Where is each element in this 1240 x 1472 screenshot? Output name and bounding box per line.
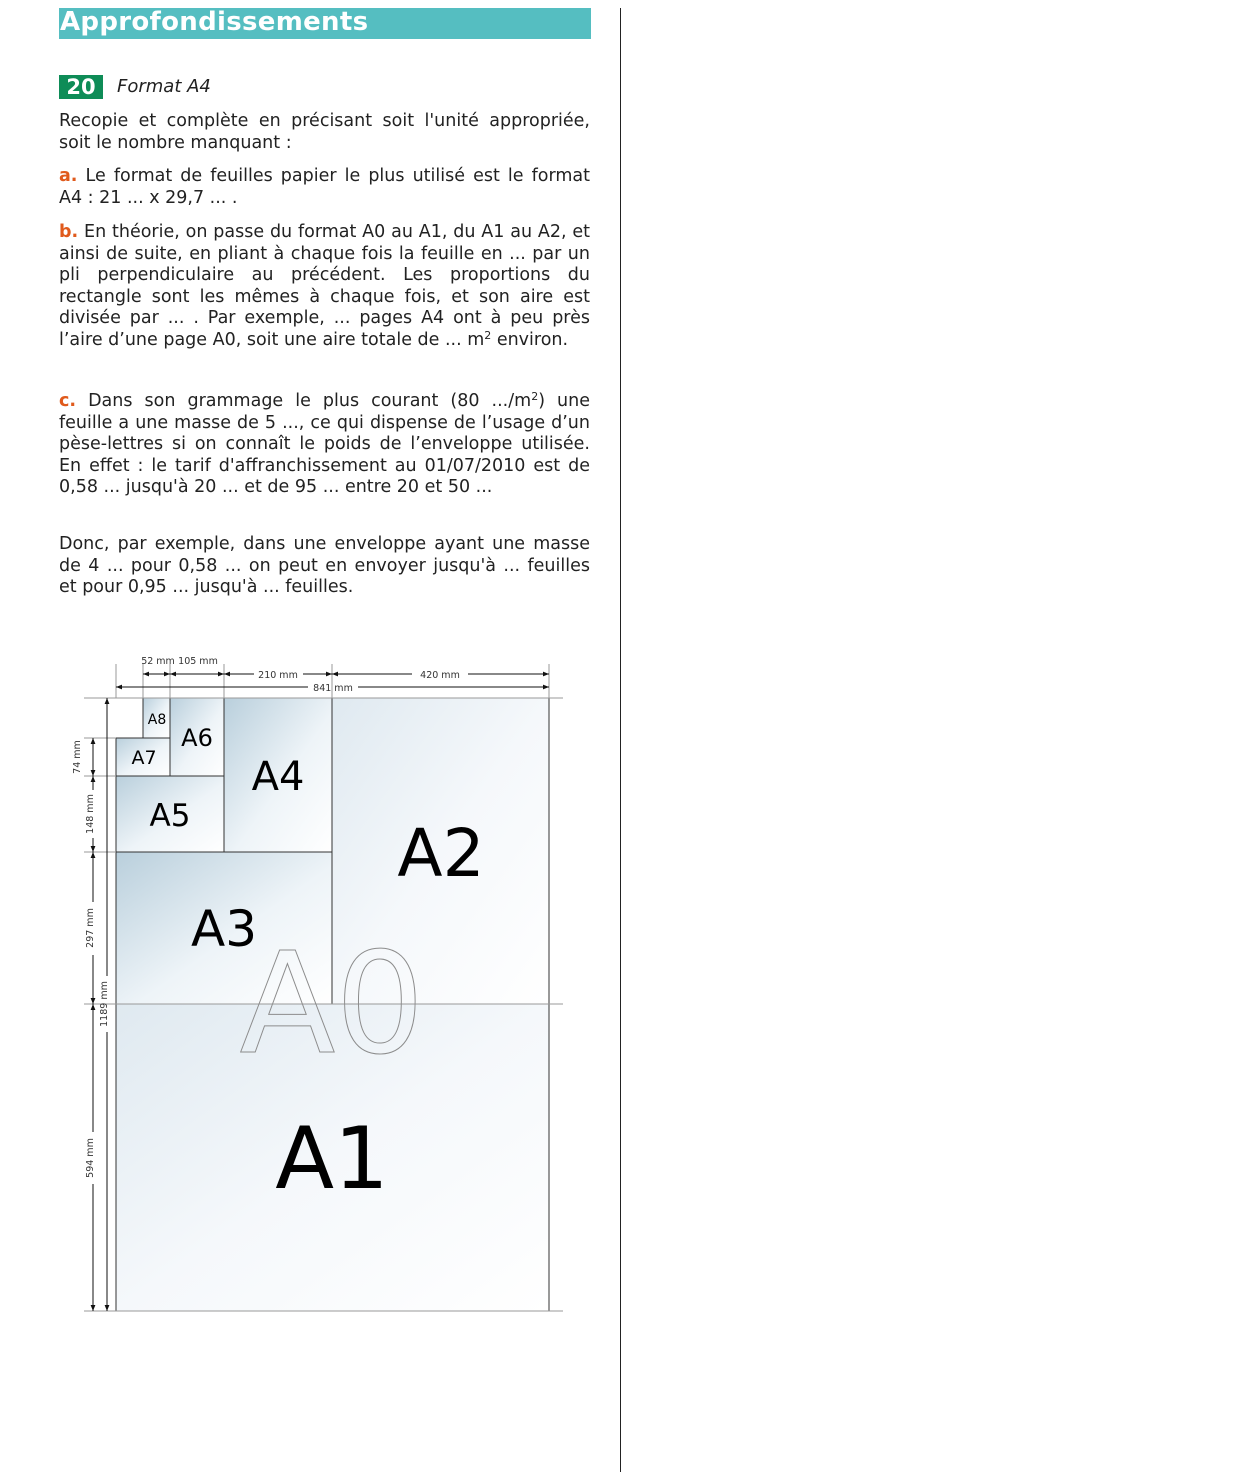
label-a7: A7	[131, 747, 157, 769]
exercise-number-badge: 20	[59, 75, 103, 99]
question-b-text: En théorie, on passe du format A0 au A1, du A1 au A2, et ainsi de suite, en pliant à chaque fois la feuille en ... par un pli perpendiculaire au précédent. Les proportions du rectangle sont les mêmes à chaque fois, et son aire est divisée par ... . Par exemple, ... pages A4 ont à peu près l’aire d’une page A0, soit une aire totale de ... m	[59, 222, 590, 350]
question-c-exponent: 2	[531, 390, 539, 403]
dim-total-height: 1189 mm	[99, 981, 110, 1027]
section-title: Approfondissements	[60, 7, 369, 37]
column-divider	[620, 8, 621, 1472]
label-a1: A1	[275, 1109, 389, 1209]
question-b	[59, 222, 590, 352]
paper-formats-svg	[60, 650, 570, 1320]
question-c-text-before: Dans son grammage le plus courant (80 .../m	[88, 391, 532, 411]
question-c-text-after: ) une feuille a une masse de 5 ..., ce qui dispense de l’usage d’un pèse-lettres si on connaît le poids de l’enveloppe utilisée. En effet : le tarif d'affranchissement au 01/07/2010 est de 0,58 ... jusqu'à 20 ... et de 95 ... entre 20 et 50 ...	[59, 391, 590, 498]
dim-a3-height: 297 mm	[85, 908, 96, 948]
label-a2: A2	[397, 815, 485, 892]
dim-a1-height: 594 mm	[85, 1138, 96, 1178]
exercise-intro: Recopie et complète en précisant soit l'unité appropriée, soit le nombre manquant :	[59, 111, 590, 153]
question-a	[59, 166, 590, 209]
question-b-tail: environ.	[491, 329, 569, 350]
dim-a7-height: 74 mm	[72, 740, 83, 774]
dim-total-width: 841 mm	[313, 683, 353, 694]
question-b-label: b.	[59, 222, 79, 242]
dim-a4-width: 210 mm	[258, 670, 298, 681]
question-c-label: c.	[59, 391, 77, 411]
question-b-exponent: 2	[484, 328, 492, 342]
exercise-conclusion: Donc, par exemple, dans une enveloppe ayant une masse de 4 ... pour 0,58 ... on peut en envoyer jusqu'à ... feuilles et pour 0,95 ... jusqu'à ... feuilles.	[59, 534, 590, 598]
dim-a2-width: 420 mm	[420, 670, 460, 681]
dim-a8-width: 52 mm	[141, 656, 175, 667]
label-a5: A5	[149, 798, 191, 834]
question-a-text: Le format de feuilles papier le plus utilisé est le format A4 : 21 ... x 29,7 ... .	[59, 166, 590, 208]
label-a6: A6	[181, 724, 213, 752]
exercise-title: Format A4	[117, 76, 211, 97]
paper-formats-diagram	[60, 650, 570, 1320]
label-a8: A8	[147, 712, 167, 728]
dim-a6-width: 105 mm	[178, 656, 218, 667]
question-a-label: a.	[59, 166, 78, 186]
question-c	[59, 391, 590, 499]
label-a3: A3	[190, 900, 258, 958]
section-header	[59, 8, 591, 39]
dim-a5-height: 148 mm	[85, 794, 96, 834]
label-a4: A4	[251, 754, 305, 800]
label-a0: A0	[239, 923, 425, 1086]
